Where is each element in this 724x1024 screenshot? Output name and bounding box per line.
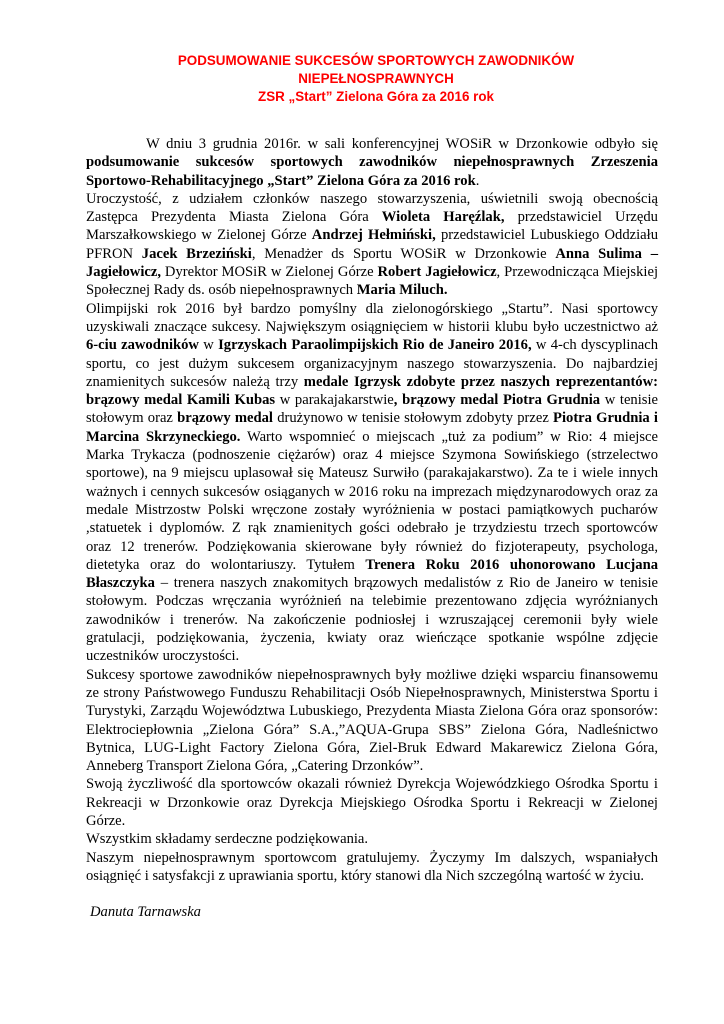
p3-line-19: gratulacji, podziękowania, życzenia, kwiaty oraz wieńczące spotkanie wspólne zdjęcie	[86, 630, 658, 647]
p3-line-16: Błaszczyka – trenera naszych znakomitych brązowych medalistów z Rio de Janeiro w tenisie	[86, 575, 658, 592]
p3-line-13: ,statuetek i dyplomów. Z rąk znamienitych gości odebrało je trzydziestu trzech sportowców	[86, 520, 658, 537]
p2-line-3: Marszałkowskiego w Zielonej Górze Andrzej Hełmiński, przedstawiciel Lubuskiego Oddziału	[86, 227, 658, 244]
signature: Danuta Tarnawska	[90, 904, 201, 921]
p3-line-17: stołowym. Podczas wręczania wyróżnień na telebimie prezentowano zdjęcia wyróżnianych	[86, 593, 658, 610]
p2-line-4: PFRON Jacek Brzeziński, Menadżer ds Sportu WOSiR w Drzonkowie Anna Sulima –	[86, 245, 658, 262]
p3-line-9: Marka Trykacza (podnoszenie ciężarów) oraz 4 miejsce Szymona Sowińskiego (strzelectwo	[86, 447, 658, 464]
p3-line-3: 6-ciu zawodników w Igrzyskach Paraolimpijskich Rio de Janeiro 2016, w 4-ch dyscyplinach	[86, 337, 658, 354]
document-body	[86, 135, 658, 922]
p5-line-2: Rekreacji w Drzonkowie oraz Dyrekcja Miejskiego Ośrodka Sportu i Rekreacji w Zielonej	[86, 794, 658, 811]
p3-line-14: oraz 12 trenerów. Podziękowania skierowane były również do fizjoterapeuty, psychologa,	[86, 538, 658, 555]
p1-line-3: Sportowo-Rehabilitacyjnego „Start” Zielona Góra za 2016 rok.	[86, 172, 480, 189]
p7-line-1: Naszym niepełnosprawnym sportowcom gratulujemy. Życzymy Im dalszych, wspaniałych	[86, 849, 658, 866]
p5-line-1: Swoją życzliwość dla sportowców okazali również Dyrekcja Wojewódzkiego Ośrodka Sportu i	[86, 776, 658, 793]
spacer	[86, 885, 658, 903]
p3-line-8: Marcina Skrzyneckiego. Warto wspomnieć o miejscach „tuż za podium” w Rio: 4 miejsce	[86, 428, 658, 445]
p3-line-18: zawodników i trenerów. Na zakończenie podniosłej i wzruszającej ceremonii były wiele	[86, 611, 658, 628]
p4-line-4: Elektrociepłownia „Zielona Góra” S.A.,”AQUA-Grupa SBS” Zielona Góra, Nadleśnictwo	[86, 721, 658, 738]
title-line-3: ZSR „Start” Zielona Góra za 2016 rok	[258, 89, 494, 104]
p7-line-2: osiągnięć i satysfakcji z uprawiania sportu, który stanowi dla Nich szczególną wartość w życiu.	[86, 867, 645, 884]
p2-line-2: Zastępca Prezydenta Miasta Zielona Góra Wioleta Haręźlak, przedstawiciel Urzędu	[86, 209, 658, 226]
p3-line-20: uczestników uroczystości.	[86, 648, 240, 665]
p4-line-6: Anneberg Transport Zielona Góra, „Catering Drzonków”.	[86, 758, 424, 775]
p3-line-11: ważnych i cennych sukcesów osiąganych w 2016 roku na imprezach międzynarodowych oraz za	[86, 483, 658, 500]
p3-line-5: znamienitych sukcesów należą trzy medale Igrzysk zdobyte przez naszych reprezentantów:	[86, 373, 658, 390]
p2-line-5: Jagiełowicz, Dyrektor MOSiR w Zielonej Górze Robert Jagiełowicz, Przewodnicząca Miejskiej	[86, 264, 658, 281]
p4-line-3: Turystyki, Zarządu Województwa Lubuskiego, Prezydenta Miasta Zielona Góra oraz sponsorów:	[86, 703, 658, 720]
p2-line-1: Uroczystość, z udziałem członków naszego stowarzyszenia, uświetnili swoją obecnością	[86, 190, 658, 207]
p1-line-1: W dniu 3 grudnia 2016r. w sali konferencyjnej WOSiR w Drzonkowie odbyło się	[146, 136, 658, 152]
p3-line-7: stołowym oraz brązowy medal drużynowo w tenisie stołowym zdobyty przez Piotra Grudnia i	[86, 410, 658, 427]
p3-line-15: dietetyka oraz do wolontariuszy. Tytułem Trenera Roku 2016 uhonorowano Lucjana	[86, 556, 658, 573]
p3-line-4: sportu, co jest dużym sukcesem organizacyjnym naszego stowarzyszenia. Do najbardziej	[86, 355, 658, 372]
p3-line-1: Olimpijski rok 2016 był bardzo pomyślny dla zielonogórskiego „Startu”. Nasi sportowcy	[86, 300, 658, 317]
p3-line-12: medale Mistrzostw Polski wręczone zostały wyróżnienia w postaci pamiątkowych pucharów	[86, 501, 658, 518]
p1-line-2: podsumowanie sukcesów sportowych zawodników niepełnosprawnych Zrzeszenia	[86, 154, 658, 171]
p3-line-6: brązowy medal Kamili Kubas w parakajakarstwie, brązowy medal Piotra Grudnia w tenisie	[86, 392, 658, 409]
p3-line-2: uzyskiwali znaczące sukcesy. Największym osiągnięciem w historii klubu było uczestnictwo aż	[86, 318, 658, 335]
p5-line-3: Górze.	[86, 812, 126, 829]
p4-line-5: Bytnica, LUG-Light Factory Zielona Góra, Ziel-Bruk Edward Makarewicz Zielona Góra,	[86, 739, 658, 756]
title-line-1: PODSUMOWANIE SUKCESÓW SPORTOWYCH ZAWODNIKÓW	[177, 53, 575, 68]
p4-line-2: ze strony Państwowego Funduszu Rehabilitacji Osób Niepełnosprawnych, Ministerstwa Sportu i	[86, 684, 658, 701]
p2-line-6: Społecznej Rady ds. osób niepełnosprawnych Maria Miluch.	[86, 282, 448, 299]
p3-line-10: sportowe), na 9 miejscu uplasował się Mateusz Surwiło (parakajakarstwo). Za te i wiele innych	[86, 465, 658, 482]
document-title	[86, 52, 666, 106]
p4-line-1: Sukcesy sportowe zawodników niepełnosprawnych były możliwe dzięki wsparciu finansowemu	[86, 666, 658, 683]
p6-line-1: Wszystkim składamy serdeczne podziękowania.	[86, 831, 369, 848]
title-line-2: NIEPEŁNOSPRAWNYCH	[298, 71, 454, 86]
